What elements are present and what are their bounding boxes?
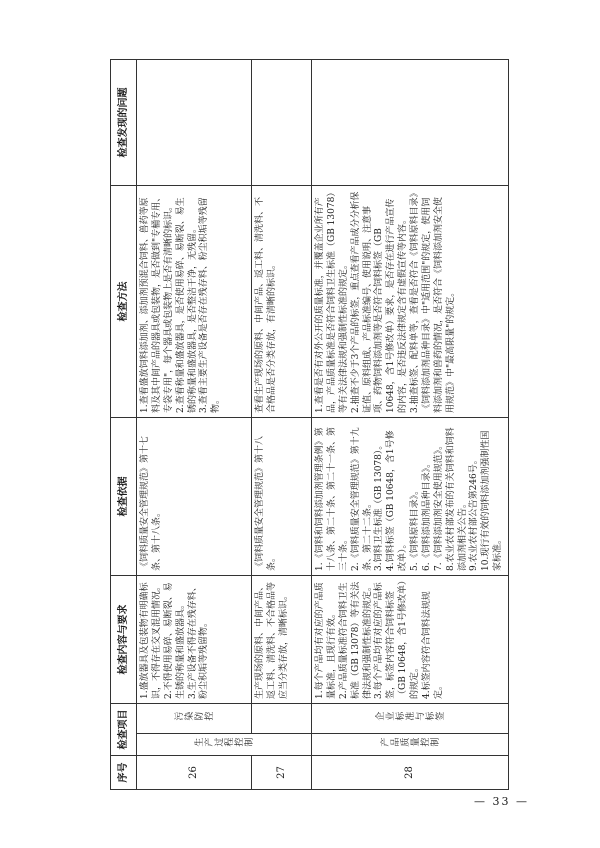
item-group-label: 生产过程控制 — [194, 738, 254, 749]
page-number: — 33 — — [474, 795, 529, 808]
basis-cell — [312, 418, 509, 576]
requirements-cell — [252, 576, 312, 704]
table-row — [137, 60, 252, 790]
inspection-table-rotated — [110, 60, 504, 790]
method-text: 1.查看是否有对外公开的质量标准，并覆盖企业所有产品，产品质量标准是否符合饲料卫生标准（GB 13078）等有关法律法规和强制性标准的规定。 2.抽查不少于3个产品的标签，重点查看产品成分分析保证值、原料组成、产品标准编号、使用说明、注意事项、药物饲料添加剂等是否符合饲料标签（GB 10648，含1号修改单）要求，是否存在进行产品宣传的内容，是否违反法律规定含有虚假宣传等内容。 3.抽查标签、配料单等，查看是否符合《饲料原料目录》《饲料添加剂品种目录》中"适用范围"的规定，使用饲料添加剂和兽药的情况，是否符合《饲料添加剂安全使用规范》中"最高限量"的规定。 — [315, 191, 456, 413]
basis-cell — [252, 418, 312, 576]
basis-text: 1.《饲料和饲料添加剂管理条例》第十八条、第二十条、第二十一条、第三十条。 2.《饲料质量安全管理规范》第十九条、第二十二条。 3.饲料卫生标准（GB 13078）。 4.饲料标签（GB 10648，含1号修改单）。 5.《饲料原料目录》。 6.《饲料添加剂品种目录》。 7.《饲料添加剂安全使用规范》。 8.农业农村部发布的有关饲料和饲料添加剂相关公告。 9.农业农村部公告第246号。 10.现行有效的饲料添加剂强制性国家标准。 — [315, 426, 504, 571]
item-sub-cell — [137, 704, 252, 734]
requirements-cell — [312, 576, 509, 704]
requirements-text: 1.每个产品均有对应的产品质量标准，且现行有效。 2.产品质量标准符合饲料卫生标准（GB 13078）等有关法律法规和强制性标准的规定。 3.每个产品均有对应的产品标签，标签内容符合饲料标签（GB 10648，含1号修改单）的规定。 4.标签内容符合饲料法规规定。 — [315, 580, 444, 699]
basis-cell — [137, 418, 252, 576]
requirements-cell — [137, 576, 252, 704]
row-number: 26 — [137, 756, 252, 790]
requirements-text: 生产现场的原料、中间产品、返工料、清洗料、不合格品等应当分类存放，清晰标识。 — [255, 581, 289, 699]
item-sub-label: 污染防控 — [174, 712, 214, 723]
row-number: 27 — [252, 756, 312, 790]
header-item: 检查项目 — [111, 704, 137, 756]
item-sub-cell — [252, 704, 312, 734]
header-requirements: 检查内容与要求 — [111, 576, 137, 704]
header-issues: 检查发现的问题 — [111, 60, 137, 186]
item-group-cell — [312, 734, 509, 756]
item-group-label: 产品质量控制 — [380, 738, 440, 749]
issues-cell — [252, 60, 312, 186]
basis-text: 《饲料质量安全管理规范》第十八条。 — [255, 435, 277, 571]
item-sub-label: 企业标准与标签 — [375, 712, 445, 723]
table-row — [312, 60, 509, 790]
issues-cell — [137, 60, 252, 186]
method-cell — [137, 186, 252, 418]
requirements-text: 1.盛放器具及包装物有明确标识，不得存在交叉混用情况。 2.不得使用易碎、易断裂、易生锈的称量和盛放器具。 3.生产设备不得存在残存料、粉尘积垢等残留物。 — [140, 581, 210, 699]
basis-text: 《饲料质量安全管理规范》第十七条、第十八条。 — [140, 435, 162, 571]
method-cell — [312, 186, 509, 418]
inspection-table — [110, 59, 509, 790]
row-number: 28 — [312, 756, 509, 790]
header-method: 检查方法 — [111, 186, 137, 418]
table-header-row — [111, 60, 137, 790]
table-row — [252, 60, 312, 790]
method-text: 查看生产现场的原料、中间产品、返工料、清洗料、不合格品是否分类存放，有清晰的标识。 — [255, 196, 277, 413]
method-text: 1.查看盛放饲料添加剂、添加剂预混合饲料、兽药等原料及其中间产品的器具或包装物，是否做到"专桶专用、专袋专用"，每个器具或包装物上是否有清晰的标识。 2.查看称量和盛放器具，是否使用易碎、易断裂、易生锈的称量和盛放器具，是否整洁干净，无残留。 3.查看主要生产设备是否存在残存料、粉尘积垢等残留物。 — [140, 192, 222, 413]
method-cell — [252, 186, 312, 418]
item-group-cell — [137, 734, 312, 756]
issues-cell — [312, 60, 509, 186]
header-serial: 序号 — [111, 756, 137, 790]
header-basis: 检查依据 — [111, 418, 137, 576]
item-sub-cell — [312, 704, 509, 734]
